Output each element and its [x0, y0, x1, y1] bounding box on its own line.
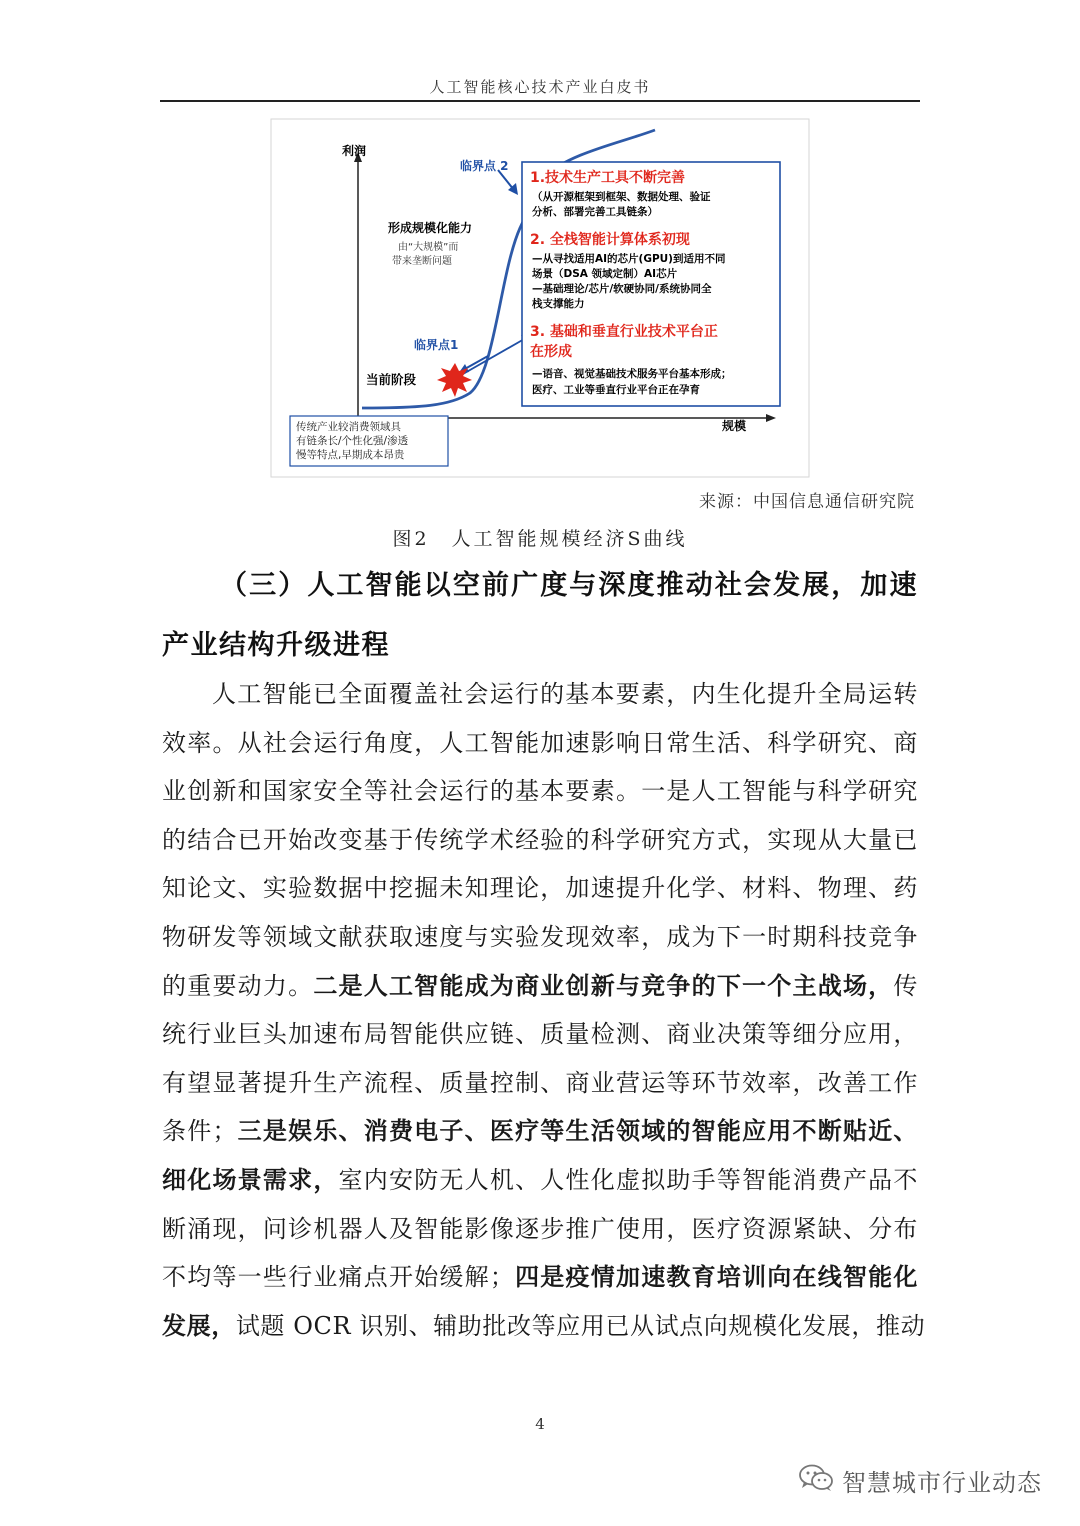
- body-text: 的重要动力。: [162, 971, 314, 1000]
- x-axis-arrow: [766, 414, 776, 422]
- header-rule: [160, 100, 920, 102]
- watermark-text: 智慧城市行业动态: [842, 1468, 1042, 1497]
- body-text: 试题 OCR 识别、辅助批改等应用已从试点向规模化发展，推动: [235, 1311, 926, 1340]
- figure-source: 来源：中国信息通信研究院: [699, 492, 915, 512]
- item1-line-2: 分析、部署完善工具链条）: [532, 206, 658, 218]
- s-curve-figure: [270, 118, 810, 478]
- body-line: 业创新和国家安全等社会运行的基本要素。一是人工智能与科学研究: [162, 777, 918, 806]
- x-axis-label: 规模: [722, 419, 747, 433]
- item2-line-4: 栈支撑能力: [532, 298, 585, 310]
- item2-line-3: —基础理论/芯片/软硬协同/系统协同全: [532, 283, 712, 295]
- s-curve-diagram: [270, 118, 810, 478]
- page-number: 4: [535, 1415, 545, 1433]
- body-line: 知论文、实验数据中挖掘未知理论，加速提升化学、材料、物理、药: [162, 874, 918, 903]
- item3-title-1: 3. 基础和垂直行业技术平台正: [530, 324, 718, 340]
- body-text: 室内安防无人机、人性化虚拟助手等智能消费产品不: [338, 1165, 918, 1194]
- item2-line-2: 场景（DSA 领域定制）AI芯片: [532, 268, 678, 280]
- body-line: 人工智能已全面覆盖社会运行的基本要素，内生化提升全局运转: [212, 680, 918, 708]
- traditional-line-1: 传统产业较消费领域具: [296, 421, 401, 433]
- body-paragraph: [162, 670, 926, 1350]
- body-bold-text: 发展，: [162, 1311, 236, 1340]
- body-line: 物研发等领域文献获取速度与实验发现效率，成为下一时期科技竞争: [162, 922, 918, 951]
- body-bold-text: 二是人工智能成为商业创新与竞争的下一个主战场，: [313, 971, 894, 1000]
- body-bold-text: 四是疫情加速教育培训向在线智能化: [514, 1263, 918, 1292]
- body-line: 统行业巨头加速布局智能供应链、质量检测、商业决策等细分应用，: [162, 1020, 918, 1049]
- scale-note-2: 带来垄断问题: [392, 256, 452, 267]
- heading-line-2: 产业结构升级进程: [162, 630, 390, 661]
- body-text: 不均等一些行业痛点开始缓解；: [162, 1263, 515, 1292]
- item3-line-1: —语音、视觉基础技术服务平台基本形成；: [532, 368, 732, 380]
- body-line: 效率。从社会运行角度，人工智能加速影响日常生活、科学研究、商: [162, 728, 918, 757]
- heading-line-1: （三）人工智能以空前广度与深度推动社会发展，加速: [220, 570, 918, 601]
- running-header: 人工智能核心技术产业白皮书: [429, 78, 651, 96]
- body-line: [162, 962, 918, 1011]
- item3-line-2: 医疗、工业等垂直行业平台正在孕育: [532, 384, 700, 396]
- wechat-icon: [798, 1463, 834, 1497]
- section-heading: [162, 556, 918, 676]
- body-text: 条件；: [162, 1117, 238, 1146]
- scale-note-1: 由“大规模”而: [398, 242, 459, 253]
- wechat-watermark: [798, 1462, 1042, 1498]
- body-line: [162, 1253, 918, 1302]
- body-line: 断涌现，问诊机器人及智能影像逐步推广使用，医疗资源紧缺、分布: [162, 1214, 918, 1243]
- critical-point-1: 临界点1: [414, 338, 459, 352]
- body-line: 的结合已开始改变基于传统学术经验的科学研究方式，实现从大量已: [162, 825, 918, 854]
- item1-line-1: （从开源框架到框架、数据处理、验证: [532, 191, 711, 203]
- body-line: [162, 1107, 918, 1156]
- body-line: [162, 1156, 918, 1205]
- body-line: 有望显著提升生产流程、质量控制、商业营运等环节效率，改善工作: [162, 1068, 918, 1097]
- body-bold-text: 细化场景需求，: [162, 1165, 339, 1194]
- body-bold-text: 三是娱乐、消费电子、医疗等生活领域的智能应用不断贴近、: [237, 1117, 918, 1146]
- critical-point-2: 临界点 2: [460, 159, 509, 173]
- body-text: 传: [893, 971, 918, 1000]
- traditional-line-3: 慢等特点,早期成本昂贵: [296, 449, 405, 461]
- item3-title-2: 在形成: [530, 344, 572, 360]
- figure-caption: 图2 人工智能规模经济S曲线: [392, 528, 688, 550]
- scale-ability-label: 形成规模化能力: [388, 221, 473, 235]
- traditional-line-2: 有链条长/个性化强/渗透: [296, 435, 409, 447]
- body-line: [162, 1302, 926, 1351]
- current-stage-label: 当前阶段: [366, 372, 417, 387]
- item1-title: 1.技术生产工具不断完善: [530, 170, 686, 186]
- item2-title: 2. 全栈智能计算体系初现: [530, 232, 690, 248]
- item2-line-1: —从寻找适用AI的芯片(GPU)到适用不同: [532, 253, 726, 265]
- y-axis-label: 利润: [342, 144, 367, 158]
